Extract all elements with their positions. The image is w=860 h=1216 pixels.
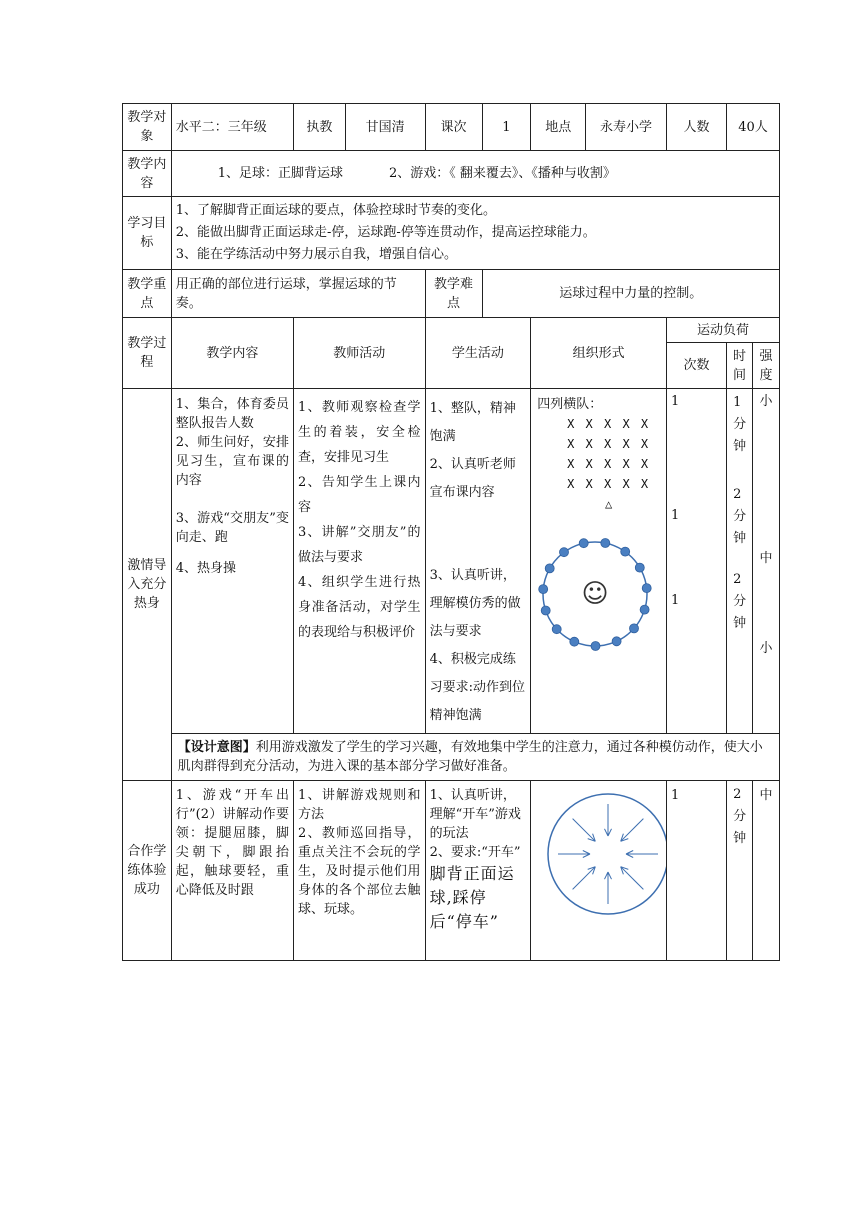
lesson-number: 1 — [482, 104, 531, 151]
converge-circle-drawing — [545, 791, 666, 917]
arrow-icon — [621, 867, 644, 890]
times-value: 1 — [670, 508, 680, 523]
circle-formation — [537, 536, 657, 656]
key-label: 教学重点 — [123, 270, 172, 318]
times-value: 1 — [670, 394, 680, 409]
arrow-icon — [621, 819, 644, 842]
keypoints-row — [123, 270, 780, 318]
intensity-value: 小 — [759, 641, 773, 656]
place-label: 地点 — [531, 104, 586, 151]
section1-durations — [727, 389, 753, 734]
col-org-header: 组织形式 — [531, 318, 667, 389]
student-dot — [636, 563, 645, 572]
goals-row — [123, 197, 780, 270]
section1-content — [171, 389, 293, 734]
student-dot — [630, 624, 639, 633]
section1-intent-row — [123, 734, 780, 781]
section2-row — [123, 781, 780, 961]
goal-line: 2、能做出脚背正面运球走-停，运球跑-停等连贯动作，提高运控球能力。 — [175, 225, 596, 240]
student-dot — [642, 584, 651, 593]
circle-formation-drawing — [537, 536, 657, 656]
col-times-header: 次数 — [666, 343, 726, 389]
teacher-label: 执教 — [293, 104, 345, 151]
arrow-icon — [573, 819, 596, 842]
section2-student-a: 1、认真听讲，理解“开车”游戏的玩法 2、要求:“开车” — [429, 788, 521, 860]
content-value — [171, 151, 779, 197]
count-value: 40人 — [727, 104, 780, 151]
section2-intensity: 中 — [752, 781, 779, 961]
place-value: 永寿小学 — [586, 104, 667, 151]
smiley-icon: ☺ — [581, 579, 609, 609]
section2-content: 1、游戏“开车出行”(2）讲解动作要领：提腿屈膝，脚尖朝下，脚跟抬起，触球要轻，重心降低及时跟 — [171, 781, 293, 961]
student-dot — [612, 637, 621, 646]
intensity-value: 小 — [759, 394, 773, 409]
formation-title: 四列横队： — [537, 397, 603, 412]
section2-student-b: 脚背正面运球,踩停后“停车” — [429, 864, 515, 931]
section1-org — [531, 389, 667, 734]
section1-content-c: 4、热身操 — [175, 561, 236, 576]
process-label: 教学过程 — [123, 318, 172, 389]
section1-intensities — [752, 389, 779, 734]
intensity-value: 中 — [759, 551, 773, 566]
header-row — [123, 104, 780, 151]
duration-value: 2 分 钟 — [733, 572, 747, 631]
goals-label: 学习目标 — [123, 197, 172, 270]
lesson-plan-table — [122, 103, 780, 961]
section2-student — [425, 781, 531, 961]
student-dot — [591, 642, 600, 651]
design-intent-tag: 【设计意图】 — [177, 740, 256, 755]
student-dot — [541, 606, 550, 615]
goals-value — [171, 197, 779, 270]
section2-teacher: 1、讲解游戏规则和方法 2、教师巡回指导，重点关注不会玩的学生，及时提示他们用身体的各个部位去触球、玩球。 — [293, 781, 425, 961]
formation-row: X X X X X — [567, 477, 651, 491]
section2-org — [531, 781, 667, 961]
goal-line: 1、了解脚背正面运球的要点，体验控球时节奏的变化。 — [175, 203, 496, 218]
object-label: 教学对象 — [123, 104, 172, 151]
col-teacher-header: 教师活动 — [293, 318, 425, 389]
teacher-triangle-icon: △ — [604, 497, 613, 511]
section1-teacher: 1、教师观察检查学生的着装，安全检查，安排见习生 2、告知学生上课内容 3、讲解”交朋友”的做法与要求 4、组织学生进行热身准备活动，对学生的表现给与积极评价 — [293, 389, 425, 734]
student-dot — [601, 539, 610, 548]
student-dot — [539, 585, 548, 594]
content-item-1: 1、足球：正脚背运球 — [217, 166, 343, 181]
formation-row: X X X X X — [567, 437, 651, 451]
lesson-label: 课次 — [425, 104, 482, 151]
section1-label: 激情导入充分热身 — [123, 389, 172, 781]
col-intensity-header: 强度 — [752, 343, 779, 389]
arrow-icon — [558, 851, 590, 858]
col-student-header: 学生活动 — [425, 318, 531, 389]
student-dot — [621, 547, 630, 556]
process-header-row — [123, 318, 780, 343]
duration-value: 2 分 钟 — [733, 487, 747, 546]
arrow-icon — [626, 851, 658, 858]
col-load-header: 运动负荷 — [666, 318, 779, 343]
section1-student — [425, 389, 531, 734]
level-value: 水平二：三年级 — [171, 104, 293, 151]
section1-content-a: 1、集合，体育委员整队报告人数 2、师生问好，安排见习生，宣布课的内容 — [175, 397, 289, 488]
times-value: 1 — [670, 593, 680, 608]
count-label: 人数 — [666, 104, 726, 151]
difficulty-label: 教学难点 — [425, 270, 482, 318]
section2-duration: 2 分 钟 — [727, 781, 753, 961]
content-item-2: 2、游戏：《 翻来覆去》、《播种与收割》 — [388, 166, 616, 181]
student-dot — [640, 605, 649, 614]
duration-value: 1 分 钟 — [733, 395, 747, 454]
student-dot — [545, 564, 554, 573]
section1-row — [123, 389, 780, 734]
col-content-header: 教学内容 — [171, 318, 293, 389]
col-time-header: 时间 — [727, 343, 753, 389]
content-label: 教学内容 — [123, 151, 172, 197]
arrow-icon — [573, 867, 596, 890]
section1-student-a: 1、整队，精神饱满 2、认真听老师宣布课内容 — [429, 401, 516, 500]
section1-student-b: 3、认真听讲，理解模仿秀的做法与要求 4、积极完成练习要求:动作到位精神饱满 — [429, 568, 525, 723]
student-dot — [579, 539, 588, 548]
student-dot — [560, 548, 569, 557]
design-intent — [171, 734, 779, 781]
section2-times: 1 — [666, 781, 726, 961]
formation-row: X X X X X — [567, 457, 651, 471]
section1-times — [666, 389, 726, 734]
goal-line: 3、能在学练活动中努力展示自我，增强自信心。 — [175, 247, 457, 262]
design-intent-text: 利用游戏激发了学生的学习兴趣，有效地集中学生的注意力，通过各种模仿动作，使大小肌肉群得到充分活动，为进入课的基本部分学习做好准备。 — [177, 740, 763, 774]
content-row — [123, 151, 780, 197]
section2-label: 合作学练体验成功 — [123, 781, 172, 961]
student-dot — [570, 637, 579, 646]
arrow-icon — [605, 872, 612, 904]
teacher-name: 甘国清 — [345, 104, 425, 151]
section1-content-b: 3、游戏“交朋友”变向走、跑 — [175, 511, 289, 545]
student-dot — [552, 625, 561, 634]
key-value: 用正确的部位进行运球，掌握运球的节奏。 — [171, 270, 425, 318]
formation-row: X X X X X — [567, 417, 651, 431]
difficulty-value: 运球过程中力量的控制。 — [482, 270, 779, 318]
arrow-icon — [605, 804, 612, 836]
